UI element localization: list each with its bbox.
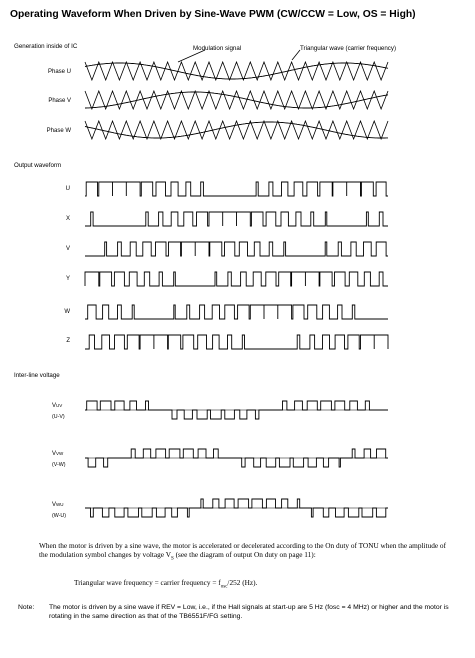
output-heading: Output waveform [14,162,62,169]
vuv-pair-label: (U-V) [52,414,65,420]
interline-heading: Inter-line voltage [14,372,60,379]
output-waveform-x [85,212,388,226]
output-label-w: W [64,309,70,315]
note-prefix: Note: [18,604,35,611]
phase-w-label: Phase W [46,128,71,134]
modulation-signal-label: Modulation signal [193,45,242,52]
output-waveform-u [85,182,388,196]
output-waveform-v [85,242,388,256]
modulation-signal-phase-u [85,63,388,79]
vvw-label: VVW [52,451,64,457]
output-label-u: U [65,186,70,192]
output-label-x: X [65,216,70,222]
output-waveform-z [85,335,388,349]
page-title: Operating Waveform When Driven by Sine-Wave PWM (CW/CCW = Low, OS = High) [10,9,416,20]
phase-u-label: Phase U [47,69,71,75]
generation-heading: Generation inside of IC [14,43,78,50]
phase-v-label: Phase V [48,98,71,104]
note-text: The motor is driven by a sine wave if REV = Low, i.e., if the Hall signals at start-up are 5 Hz (fosc = 4 MHz) or higher and the motor is rotating in the same direction as that of the TB6551F/FG setting. [49,604,449,621]
modulation-signal-phase-v [85,92,388,108]
vwu-pair-label: (W-U) [52,513,67,519]
triangular-carrier-phase-u [85,62,388,80]
frequency-formula: Triangular wave frequency = carrier frequency = $f_{osc}/252$ (Hz). [74,578,258,590]
output-label-z: Z [66,338,70,344]
vwu-label: VWU [52,502,64,508]
output-label-y: Y [65,276,70,282]
output-waveform-y [85,272,388,286]
output-label-v: V [65,246,70,252]
triangular-carrier-phase-v [85,91,388,109]
vvw-pair-label: (V-W) [52,462,66,468]
modulation-arrow [178,50,205,62]
triangular-wave-label: Triangular wave (carrier frequency) [300,45,397,52]
triangular-arrow [292,50,300,60]
vuv-label: VUV [52,403,63,409]
description-paragraph: When the motor is driven by a sine wave, the motor is accelerated or decelerated according to the On duty of TONU when the amplitude of the modulation symbol changes by voltage $V_S$ (see the diagram of output On duty on page 11): [39,541,447,562]
modulation-signal-phase-w [85,122,388,138]
output-waveform-w [85,305,388,319]
